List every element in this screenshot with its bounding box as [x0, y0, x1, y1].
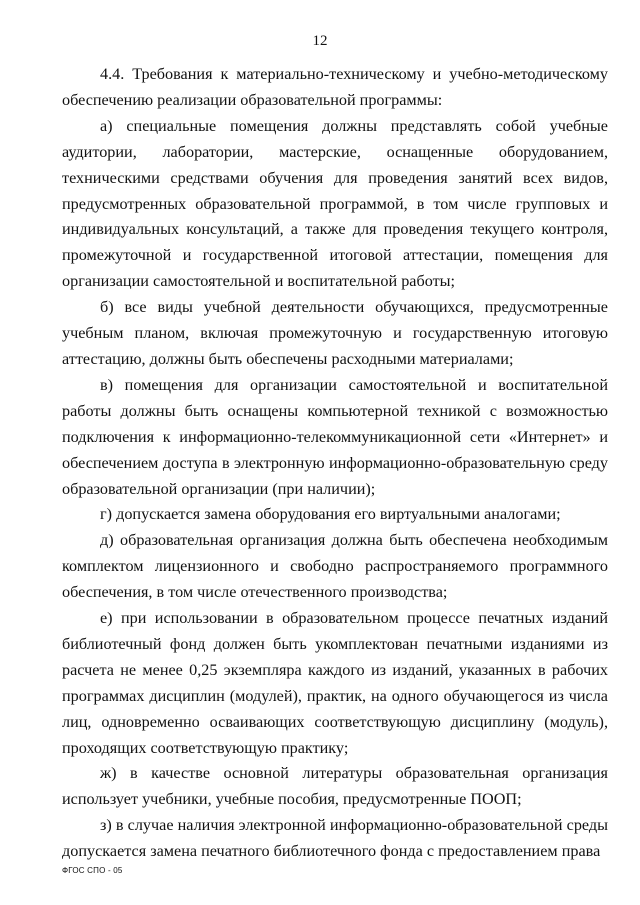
list-item-v: в) помещения для организации самостоятельной и воспитательной работы должны быть оснащены компьютерной техникой с возможностью подключения к информационно-телекоммуникационной сети «Интернет» и обеспечением доступа в электронную информационно-образовательную среду образовательной организации (при наличии); [62, 375, 608, 498]
page-number: 12 [312, 33, 328, 49]
list-item-g: г) допускается замена оборудования его виртуальными аналогами; [100, 505, 561, 524]
list-item-zh: ж) в качестве основной литературы образовательная организация использует учебники, учебные пособия, предусмотренные ПООП; [62, 764, 608, 809]
list-item-d: д) образовательная организация должна быть обеспечена необходимым комплектом лицензионного и свободно распространяемого программного обеспечения, в том числе отечественного производства; [62, 531, 608, 602]
list-item-b: б) все виды учебной деятельности обучающихся, предусмотренные учебным планом, включая промежуточную и государственную итоговую аттестацию, должны быть обеспечены расходными материалами; [62, 298, 608, 368]
footer-label: ФГОС СПО - 05 [62, 866, 123, 875]
section-heading-4-4: 4.4. Требования к материально-техническому и учебно-методическому обеспечению реализации образовательной программы: [62, 65, 608, 109]
document-body [62, 62, 608, 865]
list-item-z: з) в случае наличия электронной информационно-образовательной среды допускается замена печатного библиотечного фонда с предоставлением права [62, 816, 608, 861]
list-item-e: е) при использовании в образовательном процессе печатных изданий библиотечный фонд должен быть укомплектован печатными изданиями из расчета не менее 0,25 экземпляра каждого из изданий, указанных в рабочих программах дисциплин (модулей), практик, на одного обучающегося из числа лиц, одновременно осваивающих соответствующую дисциплину (модуль), проходящих соответствующую практику; [62, 609, 608, 757]
list-item-a: а) специальные помещения должны представлять собой учебные аудитории, лаборатории, мастерские, оснащенные оборудованием, техническими средствами обучения для проведения занятий всех видов, предусмотренных образовательной программой, в том числе групповых и индивидуальных консультаций, а также для проведения текущего контроля, промежуточной и государственной итоговой аттестации, помещения для организации самостоятельной и воспитательной работы; [62, 116, 608, 291]
